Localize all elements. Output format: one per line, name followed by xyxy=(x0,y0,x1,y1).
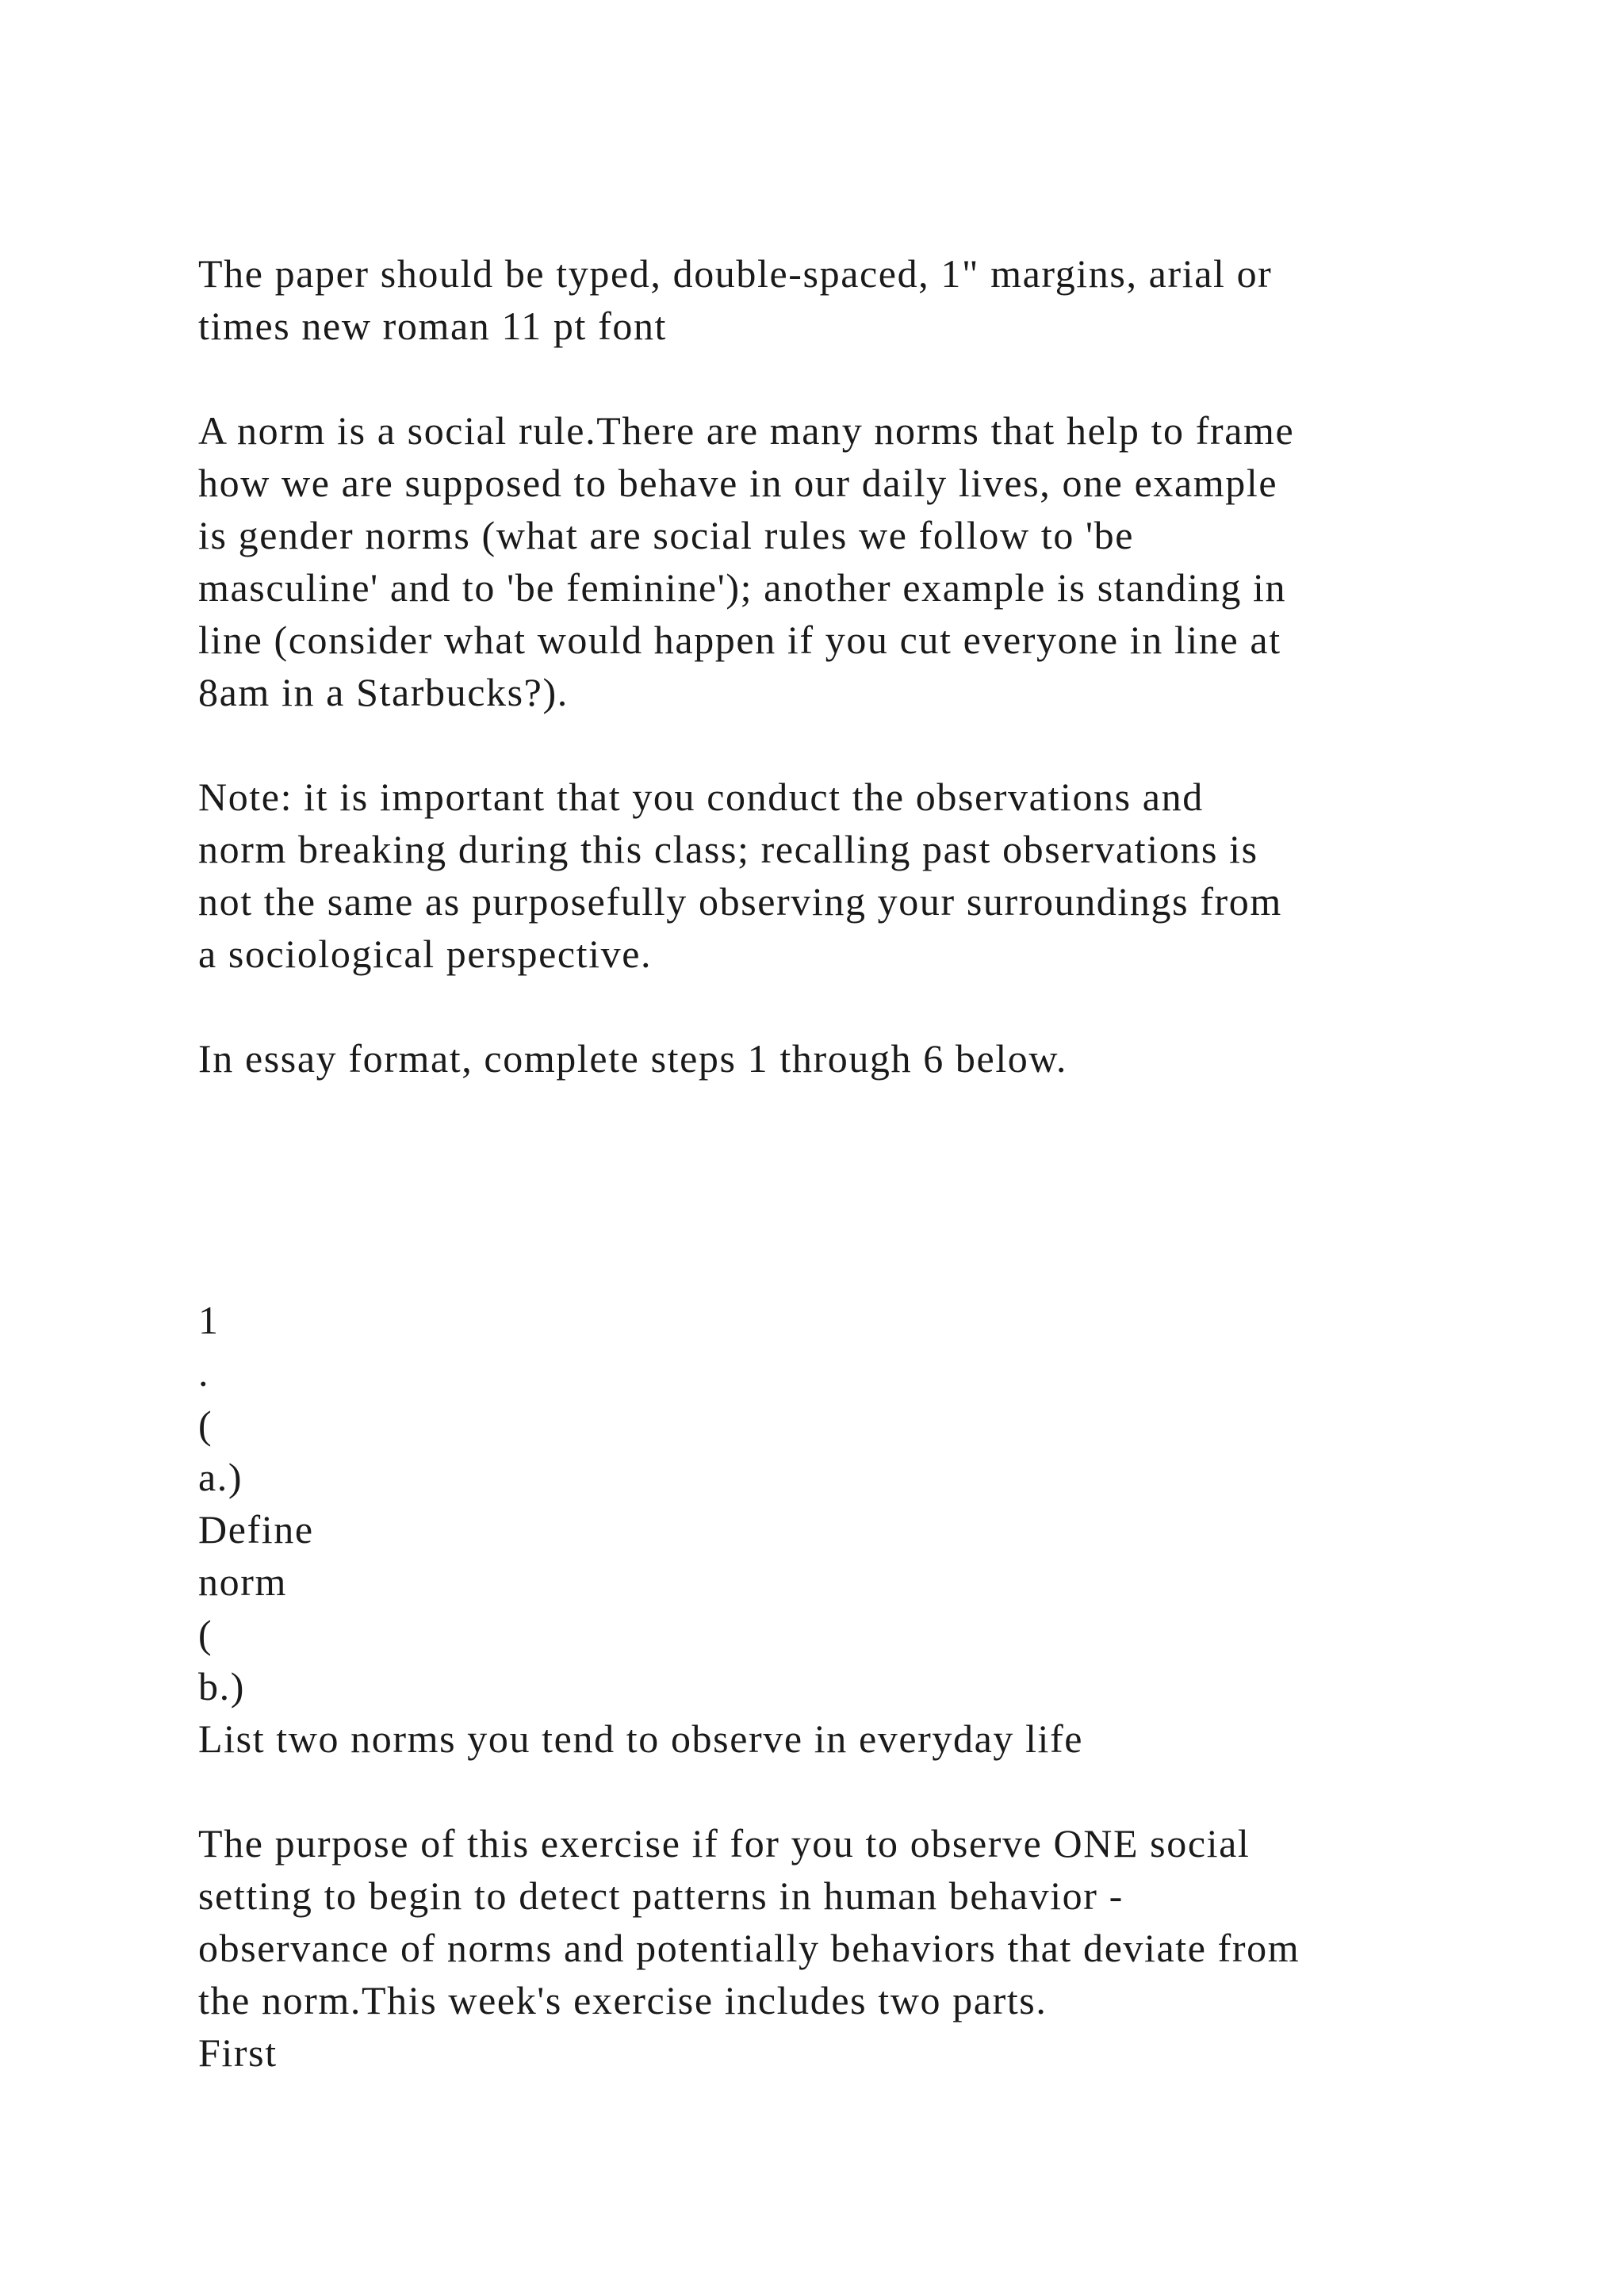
step-text: Define xyxy=(198,1507,314,1552)
text-line: masculine' and to 'be feminine'); another example is standing in xyxy=(198,565,1287,610)
text-line: how we are supposed to behave in our daily lives, one example xyxy=(198,461,1278,505)
text-line: 8am in a Starbucks?). xyxy=(198,670,569,714)
text-line: The purpose of this exercise if for you to observe ONE social xyxy=(198,1821,1251,1866)
step-text: ( xyxy=(198,1612,213,1656)
text-line: times new roman 11 pt font xyxy=(198,304,668,348)
formatting-requirements xyxy=(198,247,1515,352)
text-line: Note: it is important that you conduct the observations and xyxy=(198,775,1204,819)
text-line: a sociological perspective. xyxy=(198,932,653,976)
step-text: a.) xyxy=(198,1455,243,1499)
text-line: is gender norms (what are social rules we follow to 'be xyxy=(198,513,1135,557)
step-text: ( xyxy=(198,1402,213,1447)
step-number: 1 xyxy=(198,1298,220,1342)
document-page xyxy=(198,247,1515,2131)
text-line: A norm is a social rule.There are many norms that help to frame xyxy=(198,408,1295,453)
purpose-paragraph xyxy=(198,1817,1515,2079)
norm-definition-paragraph xyxy=(198,404,1515,718)
text-line: In essay format, complete steps 1 through 6 below. xyxy=(198,1036,1067,1081)
text-line: First xyxy=(198,2030,278,2075)
step-text: b.) xyxy=(198,1664,245,1709)
text-line: the norm.This week's exercise includes two parts. xyxy=(198,1978,1048,2022)
instruction-paragraph xyxy=(198,1032,1515,1085)
step-1 xyxy=(198,1294,1515,1765)
step-text: List two norms you tend to observe in everyday life xyxy=(198,1716,1084,1761)
step-text: . xyxy=(198,1350,210,1395)
text-line: norm breaking during this class; recalling past observations is xyxy=(198,827,1258,871)
text-line: line (consider what would happen if you cut everyone in line at xyxy=(198,618,1281,662)
text-line: not the same as purposefully observing your surroundings from xyxy=(198,879,1282,924)
text-line: The paper should be typed, double-spaced, 1" margins, arial or xyxy=(198,251,1273,296)
text-line: setting to begin to detect patterns in human behavior - xyxy=(198,1873,1124,1918)
spacer xyxy=(198,1085,1515,1294)
note-paragraph xyxy=(198,771,1515,980)
text-line: observance of norms and potentially behaviors that deviate from xyxy=(198,1926,1300,1970)
step-text: norm xyxy=(198,1559,287,1604)
